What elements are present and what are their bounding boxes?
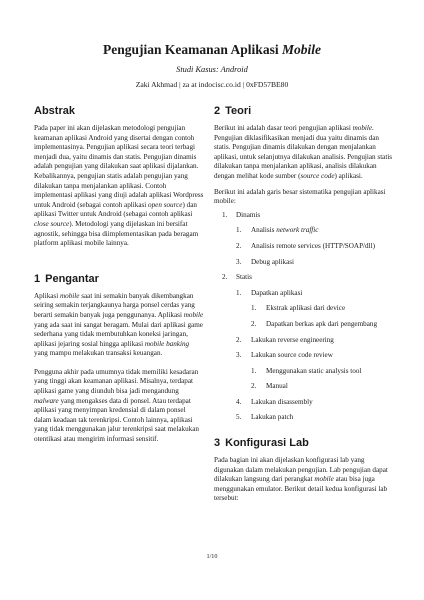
list-text: Analisis remote services (HTTP/SOAP/dll) [251,241,375,250]
text-run-italic: mobile [59,291,80,300]
text-run-italic: mobile banking [144,339,190,348]
teori-paragraph-2: Berikut ini adalah garis besar sistematika pengujian aplikasi mobile: [214,187,386,206]
author-line: Zaki Akhmad | za at indocisc.co.id | 0xFD57BE80 [135,80,289,89]
list-marker: 1. [251,366,257,375]
text-run: yang mengakses data di ponsel. Atau terdapat aplikasi yang menyimpan kredensial di dalam ponsel dalam keadaan tak terenkripsi. Contoh lainnya, aplikasi yang tidak menggunakan jalur terenkripsi saat melakukan otentikasi atau mengirim informasi sensitif. [34,396,199,444]
text-run-italic: open source [148,200,183,209]
list-marker: 2. [236,241,242,250]
list-text: Statis [236,273,252,282]
list-text: Dapatkan berkas apk dari pengembang [266,319,378,328]
text-run: atau bisa juga menggunakan emulator. Berikut detail kedua konfigurasi lab tersebut: [214,475,388,503]
list-text: Lakukan patch [251,413,294,422]
paper-subtitle: Studi Kasus: Android [176,65,248,74]
konfigurasi-paragraph [214,456,394,504]
abstrak-paragraph [34,124,204,249]
text-run: Pada paper ini akan dijelaskan metodologi pengujian keamanan aplikasi Android yang disertai dengan contoh implementasinya. Pengujian aplikasi secara teori terbagi menjadi dua, yaitu dinamis dan statis. Pengujian dinamis adalah pengujian yang dilakukan saat aplikasi dijalankan. Kebalikannya, pengujian statis adalah pengujian yang dilakukan tanpa menjalankan aplikasi. Contoh implementasi aplikasi yang diuji adalah aplikasi Wordpress untuk Android (sebagai contoh aplikasi [34,124,204,209]
list-text: Manual [266,382,288,391]
text-run-italic: mobile [183,310,204,319]
text-run: Aplikasi [34,291,60,300]
list-item [214,211,394,221]
teori-paragraph-1 [214,124,394,182]
list-marker: 1. [222,210,228,219]
section-title: Pengantar [45,272,99,285]
section-number: 2 [214,105,221,117]
text-run: ) dan aplikasi Twitter untuk Android (sebagai contoh aplikasi [34,200,197,219]
list-item [214,289,394,299]
section-title: Teori [225,105,252,117]
list-marker: 1. [251,304,257,313]
pengantar-heading [34,273,204,286]
pengantar-paragraph-1 [34,292,204,359]
text-run-italic: malware [34,396,59,405]
list-item [214,382,394,392]
list-marker: 1. [236,288,242,297]
text-run: saat ini semakin banyak dikembangkan seiring semakin terjangkaunya harga ponsel cerdas yang berarti semakin banyak juga penggunanya. Aplikasi [34,291,195,319]
title-italic-text: Mobile [281,42,321,57]
left-column [34,105,204,449]
section-number: 3 [214,437,221,450]
methodology-list [214,211,394,423]
list-marker: 2. [251,382,257,391]
pengantar-paragraph-2 [34,368,204,445]
text-run: Berikut ini adalah dasar teori pengujian aplikasi [214,124,353,132]
list-text: Lakukan source code review [251,351,333,360]
teori-heading [214,105,394,118]
konfigurasi-heading [214,437,394,450]
list-marker: 2. [236,335,242,344]
text-run: yang mampu melakukan transaksi keuangan. [34,349,163,358]
list-text: Analisis [251,226,277,235]
list-text: Menggunakan static analysis tool [266,366,362,375]
text-run-italic: close source [34,219,70,228]
page-number: 1/10 [206,553,218,560]
list-text: Debug aplikasi [251,257,295,266]
list-marker: 2. [251,319,257,328]
text-run: Pengguna akhir pada umumnya tidak memiliki kesadaran yang tinggi akan keamanan aplikasi. Misalnya, terdapat aplikasi game yang diunduh bisa jadi mengandung [34,367,199,396]
text-run: . Pengujian diklasifikasikan menjadi dua yaitu dinamis dan statis. Pengujian dinamis dilakukan dengan menjalankan aplikasi, untuk selanjutnya dilakukan analisis. Pengujian statis dilakukan tanpa menjalankan aplikasi, analisis dilakukan dengan melihat kode sumber ( [214,124,393,180]
list-item [214,258,394,268]
list-item [214,320,394,330]
title-text: Pengujian Keamanan Aplikasi [103,42,282,57]
list-item [214,273,394,283]
list-item [214,351,394,361]
text-run: yang ada saat ini sangat beragam. Mulai dari aplikasi game sederhana yang tidak membutuhkan koneksi jaringan, aplikasi jejaring sosial hingga aplikasi [34,320,203,348]
text-run: Pada bagian ini akan dijelaskan konfigurasi lab yang digunakan dalam melakukan pengujian. Lab pengujian dapat dilakukan langsung dari perangkat [214,456,388,484]
text-run-italic: source code [300,171,335,180]
right-column [214,105,394,508]
text-run-italic: mobile [314,475,334,484]
section-title: Konfigurasi Lab [225,437,309,450]
list-item [214,367,394,377]
list-item [214,336,394,346]
list-text: Lakukan disassembly [251,397,313,406]
paper-title [0,42,424,58]
text-run: ) aplikasi. [334,171,363,180]
list-marker: 3. [236,257,242,266]
list-text-italic: network traffic [276,226,319,235]
list-marker: 5. [236,413,242,422]
list-text: Ekstrak aplikasi dari device [266,304,346,313]
list-item [214,413,394,423]
text-run: ). Metodologi yang dijelaskan ini bersifat agnostik, sehingga bisa diimplementasikan pada beragam platform aplikasi mobile lainnya. [34,219,199,248]
list-marker: 1. [236,226,242,235]
list-text: Dinamis [236,210,261,219]
list-item [214,398,394,408]
list-marker: 3. [236,351,242,360]
list-text: Dapatkan aplikasi [251,288,303,297]
list-item [214,226,394,236]
abstrak-heading: Abstrak [34,105,75,117]
list-text: Lakukan reverse engineering [251,335,334,344]
text-run-italic: mobile [352,124,373,132]
section-number: 1 [34,272,41,285]
list-item [214,304,394,314]
list-marker: 2. [222,273,228,282]
list-marker: 4. [236,397,242,406]
list-item [214,242,394,252]
